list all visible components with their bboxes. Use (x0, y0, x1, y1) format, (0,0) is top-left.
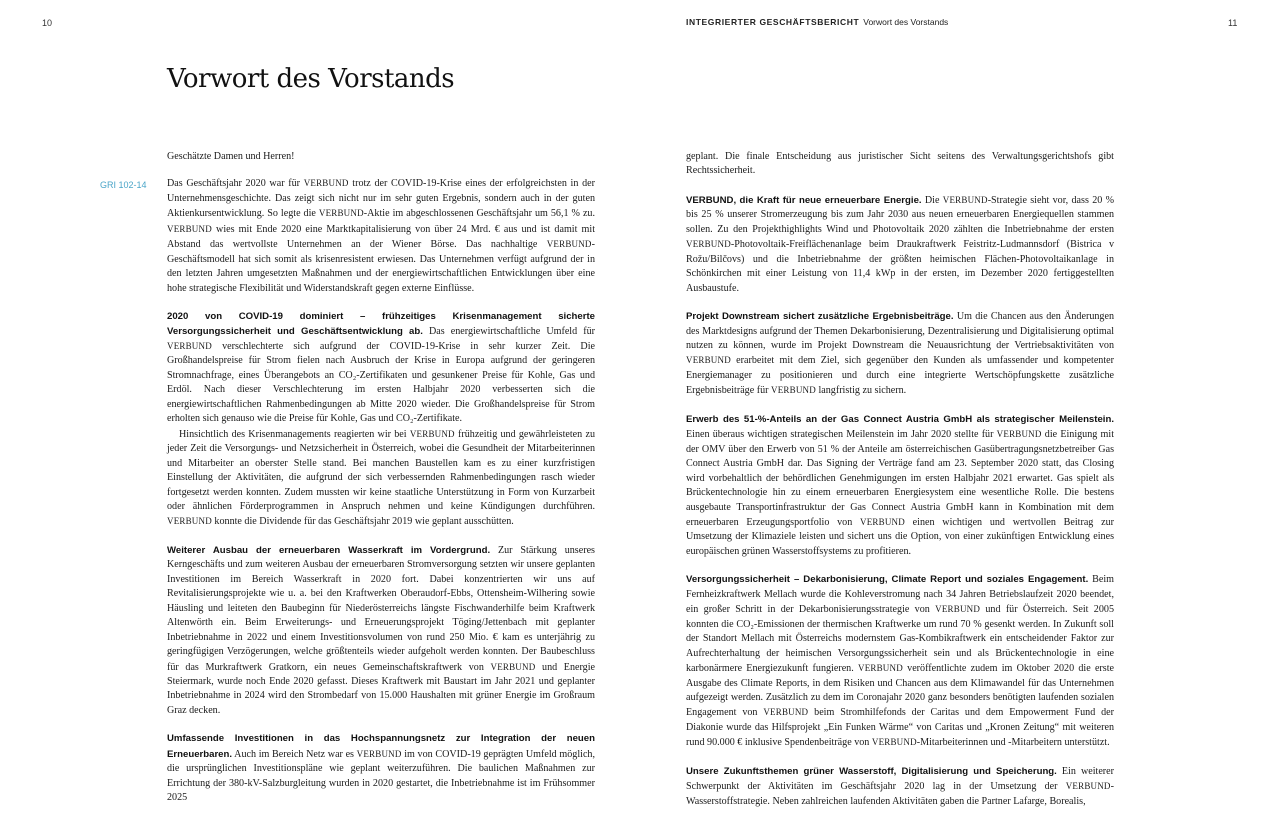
paragraph-future-topics (686, 765, 1114, 809)
gri-margin-note: GRI 102-14 (100, 180, 147, 190)
paragraph-crisis-management (167, 427, 595, 530)
text: Hinsichtlich des Krisenmanagements reagierten wir bei (179, 428, 410, 440)
text: Die (921, 194, 943, 206)
brand-name: VERBUND (303, 178, 349, 189)
paragraph-lead: Projekt Downstream sichert zusätzliche Ergebnisbeiträge. (686, 311, 954, 323)
brand-name: VERBUND (763, 707, 809, 718)
page-number-left: 10 (42, 18, 53, 28)
brand-name: VERBUND (490, 661, 536, 672)
brand-name: VERBUND (167, 223, 212, 234)
brand-name: VERBUND (871, 737, 917, 748)
brand-name: VERBUND (686, 239, 731, 250)
brand-name: VERBUND (942, 194, 988, 205)
brand-name: VERBUND (771, 385, 816, 396)
text: Um die Chancen aus den Änderungen des Marktdesigns aufgrund der Themen Dekarbonisierung, Dezentralisierung und Digitalisierung optimal nutzen zu können, wurde im Projekt Downstream die Neuausrichtung der Vertriebsaktivitäten von (686, 311, 1114, 351)
brand-name: VERBUND (356, 748, 402, 759)
text: Ein weiterer Schwerpunkt der Aktivitäten im Geschäftsjahr 2020 lag in der Umsetzung der (686, 765, 1115, 793)
running-header (686, 17, 948, 27)
text: beim Stromhilfefonds der Caritas und dem Empowerment Fund der Diakonie wurde das Hilfsprojekt „Ein Funken Wärme“ von Caritas und „Kronen Zeitung“ mit weiteren rund 90.000 € inklusive Spendenbeiträge von (686, 707, 1115, 749)
right-column (686, 150, 1114, 823)
text: Zur Stärkung unseres Kerngeschäfts und zum weiteren Ausbau der erneuerbaren Stromversorgung setzten wir unsere geplanten Investitionen im Bereich Wasserkraft in 2020 fort. Dabei konzentrierten wir uns auf Revitalisierungsprojekte wie u. a. bei den Kraftwerken Oberaudorf-Ebbs, Ottensheim-Wilhering sowie Häusling und leiteten den Baubeginn für Niederösterreichs längste Fischwanderhilfe beim Kraftwerk Altenwörth ein. Beim Erweiterungs- und Erneuerungsprojekt Töging/Jettenbach mit geplanter Inbetriebnahme in 2022 und einem Investitionsvolumen von rund 250 Mio. € kam es unterjährig zu geringfügigen Verzögerungen, welche größtenteils wieder aufgeholt werden konnten. Der Baubeschluss für das Murkraftwerk Gratkorn, ein neues Gemeinschaftskraftwerk von (167, 544, 595, 673)
greeting: Geschätzte Damen und Herren! (167, 151, 295, 162)
brand-name: VERBUND (686, 355, 731, 366)
text: -Geschäftsmodell hat sich somit als krisenresistent erwiesen. Das Unternehmen verfügt aufgrund der in den letzten Jahren umgesetzten Maßnahmen und der energiewirtschaftlichen Entwicklungen über eine hohe strategische Flexibilität und Widerstandskraft gegen externe Einflüsse. (167, 239, 595, 294)
text: Einen überaus wichtigen strategischen Meilenstein im Jahr 2020 stellte für (686, 429, 997, 441)
brand-name: VERBUND (167, 516, 212, 527)
brand-name: VERBUND (860, 516, 905, 527)
paragraph-lead: 2020 von COVID-19 dominiert – frühzeitiges Krisenmanagement sicherte Versorgungssicherheit und Geschäftsentwicklung ab. (167, 311, 595, 337)
text: Das Geschäftsjahr 2020 war für (167, 178, 304, 190)
paragraph-lead: Erwerb des 51-%-Anteils an der Gas Connect Austria GmbH als strategischer Meilenstein. (686, 413, 1114, 425)
text: geplant. Die finale Entscheidung aus juristischer Sicht seitens des Verwaltungsgerichtshofs gibt Rechtssicherheit. (686, 151, 1114, 177)
brand-name: VERBUND (858, 663, 903, 674)
text: konnte die Dividende für das Geschäftsjahr 2019 wie geplant ausschütten. (211, 516, 514, 528)
page-title: Vorwort des Vorstands (167, 64, 455, 94)
text: wies mit Ende 2020 eine Marktkapitalisierung von über 24 Mrd. € aus und ist damit mit Abstand das wertvollste Unternehmen an der Wiener Börse. Das nachhaltige (167, 223, 595, 251)
paragraph-gas-connect (686, 413, 1114, 560)
brand-name: VERBUND (1065, 781, 1111, 792)
paragraph-lead: VERBUND, die Kraft für neue erneuerbare Energie. (686, 194, 922, 206)
running-header-section: Vorwort des Vorstands (863, 17, 949, 27)
paragraph-lead: Weiterer Ausbau der erneuerbaren Wasserkraft im Vordergrund. (167, 544, 491, 556)
text: frühzeitig und gewährleisteten zu jeder Zeit die Versorgungs- und Netzsicherheit in Österreich, wobei die Gesundheit der Mitarbeiterinnen und Mitarbeiter an oberster Stelle stand. Bei manchen Baustellen kam es zu einer kurzfristigen Einstellung der Aktivitäten, die aufgrund der sich verbessernden Rahmenbedingungen rasch wieder fortgesetzt werden konnten. Zudem mussten wir keine staatliche Unterstützung in Form von Kurzarbeit oder ähnlichen Förderprogrammen in Anspruch nehmen und keine Kündigungen durchführen. (167, 428, 595, 512)
text: und Energie Steiermark, wurde noch Ende 2020 gefasst. Dieses Kraftwerk mit Baustart im Jahr 2021 und geplanter Inbetriebnahme in 2024 wird den Strombedarf von 15.000 Haushalten mit grüner Energie im Großraum Graz decken. (167, 661, 596, 716)
text: -Strategie sieht vor, dass 20 % bis 25 % unserer Stromerzeugung bis zum Jahr 2030 aus neuen erneuerbaren Energiequellen stammen sollen. Zu den Projekthighlights Wind und Photovoltaik 2020 zählten die Inbetriebnahme der ersten (686, 194, 1115, 235)
text: die Einigung mit der OMV über den Erwerb von 51 % der Anteile am österreichischen Gasübertragungsnetzbetreiber Gas Connect Austria GmbH dar. Das Signing der Verträge fand am 23. September 2020 statt, das Closing wird vorbehaltlich der behördlichen Genehmigungen im ersten Halbjahr 2021 erwartet. Gas spielt als Brückentechnologie hin zu einem erneuerbaren Energiesystem eine wesentliche Rolle. Die bestens ausgebaute Transportinfrastruktur der Gas Connect Austria GmbH kann in Kombination mit dem erneuerbaren Erzeugungsportfolio von (686, 429, 1114, 528)
brand-name: VERBUND (318, 208, 364, 219)
paragraph-grid (167, 732, 595, 805)
text: Auch im Bereich Netz war es (232, 748, 357, 760)
text: einen wichtigen und wertvollen Beitrag zur Umsetzung der Klimaziele leisten und sichert uns die Option, von einer zukünftigen Entwicklung eines europäischen grünen Wasserstoffsystems zu profitieren. (686, 516, 1114, 557)
paragraph-downstream (686, 310, 1114, 399)
brand-name: VERBUND (167, 340, 212, 351)
text: langfristig zu sichern. (815, 385, 907, 397)
page-number-right: 11 (1228, 18, 1238, 28)
text: trotz der COVID-19-Krise eines der erfolgreichsten in der Unternehmensgeschichte. Das zeigt sich nicht nur im sehr guten Ergebnis, sondern auch in der guten Aktienkursentwicklung. So legte die (167, 178, 595, 220)
paragraph-hydropower (167, 544, 595, 718)
text: Das energiewirtschaftliche Umfeld für (422, 325, 596, 337)
text: -Aktie im abgeschlossenen Geschäftsjahr um 56,1 % zu. (363, 208, 595, 220)
text: -Wasserstoffstrategie. Neben zahlreichen laufenden Aktivitäten gaben die Partner Lafarge, Borealis, (686, 781, 1114, 807)
text: verschlechterte sich aufgrund der COVID-19-Krise in sehr kurzer Zeit. Die Großhandelspreise für Strom fielen nach Ausbruch der Krise in Europa aufgrund der geringeren Stromnachfrage, eines Überangebots an CO₂-Zertifikaten und gesunkener Preise für Kohle, Gas und Erdöl. Nach dieser Verschlechterung im ersten Halbjahr 2020 verbesserten sich die energiewirtschaftlichen Rahmenbedingungen ab Mitte 2020 wieder. Die Großhandelspreise für Strom erholten sich genauso wie die Preise für Kohle, Gas und CO₂-Zertifikate. (167, 340, 595, 425)
paragraph-intro (167, 176, 595, 296)
text: veröffentlichte zudem im Oktober 2020 die erste Ausgabe des Climate Reports, in dem Risiken und Chancen aus dem Klimawandel für das Unternehmen aufgezeigt werden. Zusätzlich zu dem im Coronajahr 2020 ganz besonders benötigten laufenden sozialen Engagement von (686, 663, 1114, 719)
running-header-report-name: INTEGRIERTER GESCHÄFTSBERICHT (686, 17, 860, 27)
brand-name: VERBUND (996, 429, 1042, 440)
paragraph-renewables (686, 193, 1114, 296)
left-column (167, 150, 595, 820)
brand-name: VERBUND (409, 428, 455, 439)
paragraph-covid (167, 310, 595, 427)
paragraph-security-of-supply (686, 573, 1114, 750)
text: Beim Fernheizkraftwerk Mellach wurde die Kohleverstromung nach 34 Jahren Betriebslaufzeit 2020 beendet, ein großer Schritt in der Dekarbonisierungsstrategie von (686, 574, 1114, 616)
paragraph-lead: Umfassende Investitionen in das Hochspannungsnetz zur Integration der neuen Erneuerbaren. (167, 733, 595, 760)
paragraph-lead: Unsere Zukunftsthemen grüner Wasserstoff, Digitalisierung und Speicherung. (686, 765, 1057, 777)
paragraph-lead: Versorgungssicherheit – Dekarbonisierung, Climate Report und soziales Engagement. (686, 574, 1089, 586)
text: erarbeitet mit dem Ziel, sich gegenüber den Kunden als umfassender und kompetenter Energiemanager zu positionieren und durch eine integrierte Wertschöpfungskette zusätzliche Ergebnisbeiträge für (686, 355, 1114, 397)
paragraph-continuation (686, 150, 1114, 179)
text: -Mitarbeiterinnen und -Mitarbeitern unterstützt. (916, 737, 1110, 749)
text: -Photovoltaik-Freiflächenanlage beim Draukraftwerk Feistritz-Ludmannsdorf (Bistrica v Rožu/Bilčovs) und die Inbetriebnahme der größten heimischen Flächen-Photovoltaikanlage in Schönkirchen mit einer Leistung von 11,4 kWp in der ersten, im Dezember 2020 fertiggestellten Ausbaustufe. (686, 239, 1114, 294)
brand-name: VERBUND (935, 604, 981, 615)
brand-name: VERBUND (546, 239, 592, 250)
text: im von COVID-19 geprägten Umfeld möglich, die ursprünglichen Investitionspläne wie geplant weiterzuführen. Die baulichen Maßnahmen zur Errichtung der 380-kV-Salzburgleitung wurden in 2020 gestartet, die Inbetriebnahme ist im Frühsommer 2025 (167, 748, 595, 804)
text: und für Österreich. Seit 2005 konnten die CO₂-Emissionen der thermischen Kraftwerke um rund 70 % gesenkt werden. In Zukunft soll der Standort Mellach mit Österreichs modernstem Gas-Kombikraftwerk ein entscheidender Faktor zur Aufrechterhaltung der heimischen Versorgungssicherheit sein und als Brückentechnologie in eine karbonärmere Energiezukunft fungieren. (686, 604, 1114, 675)
